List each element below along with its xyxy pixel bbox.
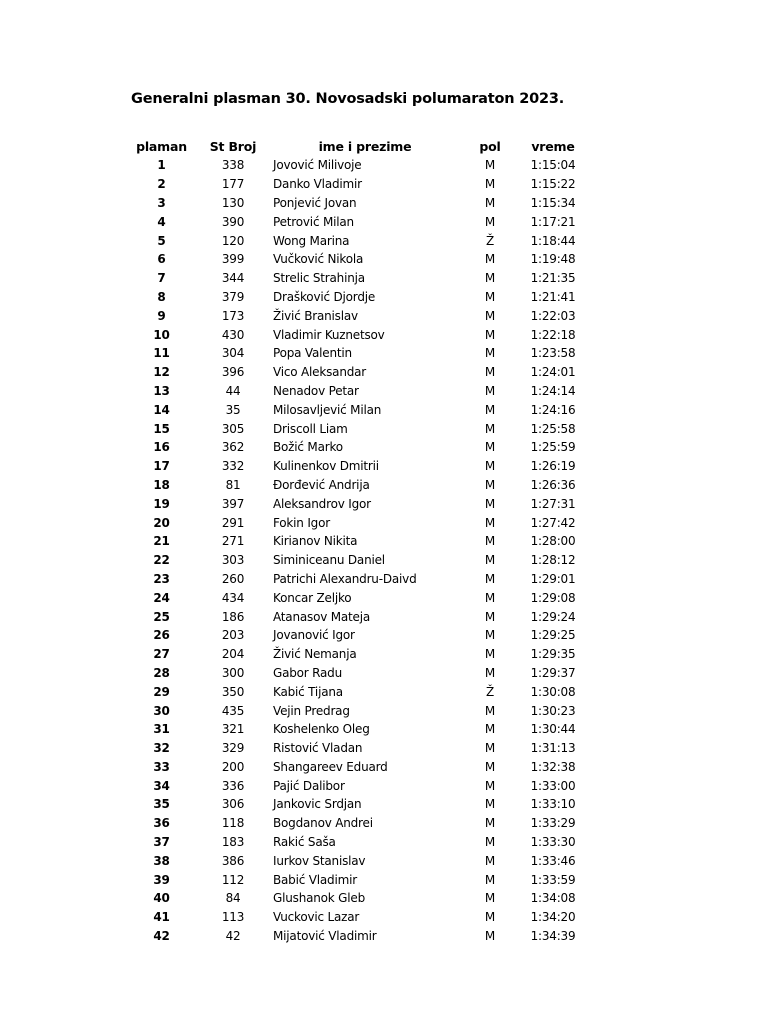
cell-place: 40 <box>153 891 170 906</box>
cell-sex: M <box>484 891 496 906</box>
table-row <box>126 758 587 777</box>
cell-sex: M <box>484 365 496 380</box>
cell-place: 31 <box>153 722 170 737</box>
cell-sex: M <box>484 853 496 868</box>
cell-bib: 306 <box>221 797 245 812</box>
cell-name: Rakić Saša <box>273 835 336 850</box>
cell-name: Iurkov Stanislav <box>273 853 366 868</box>
cell-bib: 305 <box>221 421 245 436</box>
cell-bib: 112 <box>221 872 245 887</box>
cell-bib: 118 <box>221 816 245 831</box>
header-name: ime i prezime <box>318 138 412 154</box>
cell-name: Kabić Tijana <box>273 684 343 699</box>
table-row <box>126 344 587 363</box>
cell-time: 1:27:42 <box>530 515 576 530</box>
cell-bib: 430 <box>221 327 245 342</box>
cell-name: Ponjević Jovan <box>273 195 357 210</box>
cell-sex: M <box>484 383 496 398</box>
table-row <box>126 325 587 344</box>
table-row <box>126 664 587 683</box>
cell-name: Jovanović Igor <box>273 628 355 643</box>
cell-time: 1:33:59 <box>530 872 576 887</box>
cell-place: 1 <box>157 158 166 173</box>
cell-name: Vuckovic Lazar <box>273 910 360 925</box>
cell-place: 41 <box>153 910 170 925</box>
cell-place: 36 <box>153 816 170 831</box>
table-row <box>126 306 587 325</box>
header-place: plaman <box>136 138 187 154</box>
cell-bib: 321 <box>221 722 245 737</box>
table-row <box>126 494 587 513</box>
cell-bib: 130 <box>221 195 245 210</box>
cell-bib: 329 <box>221 741 245 756</box>
cell-name: Gabor Radu <box>273 665 343 680</box>
cell-sex: M <box>484 741 496 756</box>
cell-bib: 35 <box>225 402 241 417</box>
cell-name: Mijatović Vladimir <box>273 929 377 944</box>
cell-bib: 399 <box>221 252 245 267</box>
cell-time: 1:22:03 <box>530 308 576 323</box>
cell-name: Jovović Milivoje <box>273 158 362 173</box>
cell-place: 24 <box>153 590 170 605</box>
cell-bib: 291 <box>221 515 245 530</box>
table-row <box>126 682 587 701</box>
table-row <box>126 908 587 927</box>
cell-bib: 386 <box>221 853 245 868</box>
table-row <box>126 588 587 607</box>
cell-name: Božić Marko <box>273 440 343 455</box>
cell-place: 38 <box>153 853 170 868</box>
cell-bib: 390 <box>221 214 245 229</box>
cell-place: 6 <box>157 252 166 267</box>
cell-name: Kulinenkov Dmitrii <box>273 459 379 474</box>
cell-sex: M <box>484 459 496 474</box>
cell-name: Jankovic Srdjan <box>273 797 362 812</box>
cell-sex: M <box>484 778 496 793</box>
document-title: Generalni plasman 30. Novosadski polumaraton 2023. <box>131 91 565 107</box>
cell-name: Popa Valentin <box>273 346 352 361</box>
cell-sex: Ž <box>485 233 495 248</box>
cell-name: Fokin Igor <box>273 515 330 530</box>
cell-place: 17 <box>153 459 170 474</box>
cell-place: 7 <box>157 271 166 286</box>
cell-place: 42 <box>153 929 170 944</box>
cell-place: 5 <box>157 233 166 248</box>
table-row <box>126 363 587 382</box>
cell-sex: M <box>484 289 496 304</box>
cell-name: Koncar Zeljko <box>273 590 352 605</box>
cell-bib: 300 <box>221 665 245 680</box>
cell-place: 15 <box>153 421 170 436</box>
table-row <box>126 551 587 570</box>
cell-time: 1:15:34 <box>530 195 576 210</box>
cell-bib: 173 <box>221 308 245 323</box>
cell-time: 1:25:58 <box>530 421 576 436</box>
cell-bib: 271 <box>221 534 245 549</box>
cell-time: 1:26:19 <box>530 459 576 474</box>
cell-name: Babić Vladimir <box>273 872 357 887</box>
table-row <box>126 288 587 307</box>
cell-place: 4 <box>157 214 166 229</box>
cell-time: 1:18:44 <box>530 233 576 248</box>
table-row <box>126 513 587 532</box>
cell-bib: 84 <box>225 891 241 906</box>
cell-name: Vučković Nikola <box>273 252 364 267</box>
cell-bib: 203 <box>221 628 245 643</box>
results-body <box>126 156 587 945</box>
table-row <box>126 250 587 269</box>
table-row <box>126 570 587 589</box>
cell-sex: M <box>484 647 496 662</box>
cell-bib: 397 <box>221 496 245 511</box>
cell-place: 32 <box>153 741 170 756</box>
table-row <box>126 607 587 626</box>
cell-time: 1:17:21 <box>530 214 576 229</box>
table-row <box>126 833 587 852</box>
cell-place: 21 <box>153 534 170 549</box>
cell-time: 1:30:23 <box>530 703 576 718</box>
cell-sex: M <box>484 797 496 812</box>
cell-sex: M <box>484 515 496 530</box>
cell-time: 1:23:58 <box>530 346 576 361</box>
cell-bib: 435 <box>221 703 245 718</box>
cell-place: 23 <box>153 571 170 586</box>
cell-time: 1:34:08 <box>530 891 576 906</box>
cell-sex: M <box>484 477 496 492</box>
cell-time: 1:33:10 <box>530 797 576 812</box>
cell-sex: M <box>484 271 496 286</box>
cell-sex: M <box>484 628 496 643</box>
cell-sex: M <box>484 590 496 605</box>
cell-sex: M <box>484 872 496 887</box>
cell-name: Vladimir Kuznetsov <box>273 327 385 342</box>
cell-sex: M <box>484 177 496 192</box>
cell-sex: M <box>484 759 496 774</box>
cell-place: 37 <box>153 835 170 850</box>
table-row <box>126 720 587 739</box>
cell-place: 35 <box>153 797 170 812</box>
cell-sex: M <box>484 195 496 210</box>
cell-place: 34 <box>153 778 170 793</box>
cell-time: 1:29:25 <box>530 628 576 643</box>
table-row <box>126 419 587 438</box>
cell-time: 1:34:39 <box>530 929 576 944</box>
cell-sex: M <box>484 252 496 267</box>
table-row <box>126 870 587 889</box>
cell-time: 1:33:29 <box>530 816 576 831</box>
cell-name: Vejin Predrag <box>273 703 350 718</box>
cell-bib: 42 <box>225 929 241 944</box>
cell-place: 8 <box>157 289 166 304</box>
cell-name: Danko Vladimir <box>273 177 362 192</box>
cell-sex: M <box>484 421 496 436</box>
table-row <box>126 776 587 795</box>
cell-sex: M <box>484 835 496 850</box>
cell-bib: 260 <box>221 571 245 586</box>
cell-place: 2 <box>157 177 166 192</box>
cell-sex: M <box>484 665 496 680</box>
table-row <box>126 175 587 194</box>
cell-time: 1:29:08 <box>530 590 576 605</box>
cell-sex: M <box>484 440 496 455</box>
table-row <box>126 269 587 288</box>
cell-time: 1:21:41 <box>530 289 576 304</box>
cell-bib: 344 <box>221 271 245 286</box>
cell-place: 30 <box>153 703 170 718</box>
cell-name: Bogdanov Andrei <box>273 816 373 831</box>
cell-sex: M <box>484 553 496 568</box>
cell-bib: 120 <box>221 233 245 248</box>
table-row <box>126 476 587 495</box>
results-table <box>126 136 587 945</box>
cell-time: 1:33:46 <box>530 853 576 868</box>
cell-bib: 183 <box>221 835 245 850</box>
table-header-row <box>126 136 587 156</box>
cell-bib: 336 <box>221 778 245 793</box>
cell-name: Milosavljević Milan <box>273 402 382 417</box>
header-time: vreme <box>531 138 575 154</box>
cell-sex: M <box>484 703 496 718</box>
table-row <box>126 212 587 231</box>
cell-place: 28 <box>153 665 170 680</box>
cell-name: Wong Marina <box>273 233 350 248</box>
cell-time: 1:31:13 <box>530 741 576 756</box>
cell-place: 20 <box>153 515 170 530</box>
cell-bib: 303 <box>221 553 245 568</box>
table-row <box>126 645 587 664</box>
cell-sex: M <box>484 158 496 173</box>
cell-time: 1:24:14 <box>530 383 576 398</box>
cell-name: Strelic Strahinja <box>273 271 365 286</box>
cell-bib: 350 <box>221 684 245 699</box>
cell-name: Pajić Dalibor <box>273 778 345 793</box>
cell-name: Shangareev Eduard <box>273 759 388 774</box>
header-bib: St Broj <box>209 138 257 154</box>
cell-sex: M <box>484 609 496 624</box>
cell-time: 1:28:00 <box>530 534 576 549</box>
cell-name: Patrichi Alexandru-Daivd <box>273 571 417 586</box>
table-row <box>126 814 587 833</box>
cell-bib: 434 <box>221 590 245 605</box>
cell-place: 27 <box>153 647 170 662</box>
cell-sex: Ž <box>485 684 495 699</box>
cell-time: 1:29:35 <box>530 647 576 662</box>
cell-bib: 113 <box>221 910 245 925</box>
cell-bib: 338 <box>221 158 245 173</box>
table-row <box>126 532 587 551</box>
cell-name: Kirianov Nikita <box>273 534 358 549</box>
cell-time: 1:24:01 <box>530 365 576 380</box>
cell-bib: 396 <box>221 365 245 380</box>
cell-place: 39 <box>153 872 170 887</box>
table-row <box>126 400 587 419</box>
cell-time: 1:27:31 <box>530 496 576 511</box>
cell-sex: M <box>484 346 496 361</box>
cell-sex: M <box>484 910 496 925</box>
cell-place: 26 <box>153 628 170 643</box>
cell-time: 1:33:00 <box>530 778 576 793</box>
cell-time: 1:24:16 <box>530 402 576 417</box>
cell-bib: 379 <box>221 289 245 304</box>
table-row <box>126 889 587 908</box>
cell-bib: 332 <box>221 459 245 474</box>
cell-time: 1:25:59 <box>530 440 576 455</box>
cell-sex: M <box>484 308 496 323</box>
table-row <box>126 457 587 476</box>
cell-place: 13 <box>153 383 170 398</box>
cell-time: 1:32:38 <box>530 759 576 774</box>
cell-time: 1:19:48 <box>530 252 576 267</box>
cell-place: 16 <box>153 440 170 455</box>
table-row <box>126 795 587 814</box>
cell-name: Koshelenko Oleg <box>273 722 370 737</box>
table-row <box>126 851 587 870</box>
table-row <box>126 739 587 758</box>
cell-name: Aleksandrov Igor <box>273 496 371 511</box>
cell-time: 1:29:24 <box>530 609 576 624</box>
cell-place: 3 <box>157 195 166 210</box>
cell-place: 10 <box>153 327 170 342</box>
cell-place: 14 <box>153 402 170 417</box>
cell-sex: M <box>484 816 496 831</box>
cell-name: Živić Branislav <box>273 308 358 323</box>
cell-bib: 44 <box>225 383 241 398</box>
cell-name: Atanasov Mateja <box>273 609 371 624</box>
cell-time: 1:22:18 <box>530 327 576 342</box>
cell-sex: M <box>484 402 496 417</box>
cell-place: 9 <box>157 308 166 323</box>
cell-place: 22 <box>153 553 170 568</box>
cell-time: 1:34:20 <box>530 910 576 925</box>
table-row <box>126 701 587 720</box>
cell-bib: 81 <box>225 477 241 492</box>
cell-place: 18 <box>153 477 170 492</box>
cell-bib: 177 <box>221 177 245 192</box>
table-row <box>126 927 587 946</box>
cell-time: 1:29:37 <box>530 665 576 680</box>
cell-place: 25 <box>153 609 170 624</box>
cell-sex: M <box>484 214 496 229</box>
cell-name: Đorđević Andrija <box>273 477 370 492</box>
cell-time: 1:29:01 <box>530 571 576 586</box>
cell-name: Nenadov Petar <box>273 383 359 398</box>
cell-name: Siminiceanu Daniel <box>273 553 385 568</box>
cell-time: 1:15:04 <box>530 158 576 173</box>
cell-time: 1:15:22 <box>530 177 576 192</box>
cell-place: 11 <box>153 346 170 361</box>
cell-bib: 304 <box>221 346 245 361</box>
cell-place: 33 <box>153 759 170 774</box>
cell-sex: M <box>484 534 496 549</box>
cell-sex: M <box>484 571 496 586</box>
cell-sex: M <box>484 496 496 511</box>
table-row <box>126 438 587 457</box>
cell-name: Ristović Vladan <box>273 741 363 756</box>
cell-time: 1:26:36 <box>530 477 576 492</box>
cell-name: Živić Nemanja <box>273 647 357 662</box>
cell-sex: M <box>484 929 496 944</box>
cell-bib: 362 <box>221 440 245 455</box>
cell-place: 19 <box>153 496 170 511</box>
table-row <box>126 382 587 401</box>
cell-time: 1:30:08 <box>530 684 576 699</box>
cell-sex: M <box>484 722 496 737</box>
table-row <box>126 156 587 175</box>
cell-name: Petrović Milan <box>273 214 354 229</box>
header-sex: pol <box>479 138 501 154</box>
cell-name: Driscoll Liam <box>273 421 348 436</box>
cell-name: Drašković Djordje <box>273 289 376 304</box>
cell-time: 1:30:44 <box>530 722 576 737</box>
table-row <box>126 231 587 250</box>
cell-time: 1:21:35 <box>530 271 576 286</box>
cell-sex: M <box>484 327 496 342</box>
cell-time: 1:33:30 <box>530 835 576 850</box>
table-row <box>126 194 587 213</box>
cell-place: 12 <box>153 365 170 380</box>
cell-time: 1:28:12 <box>530 553 576 568</box>
table-row <box>126 626 587 645</box>
cell-name: Vico Aleksandar <box>273 365 367 380</box>
cell-place: 29 <box>153 684 170 699</box>
cell-name: Glushanok Gleb <box>273 891 365 906</box>
cell-bib: 200 <box>221 759 245 774</box>
cell-bib: 204 <box>221 647 245 662</box>
cell-bib: 186 <box>221 609 245 624</box>
